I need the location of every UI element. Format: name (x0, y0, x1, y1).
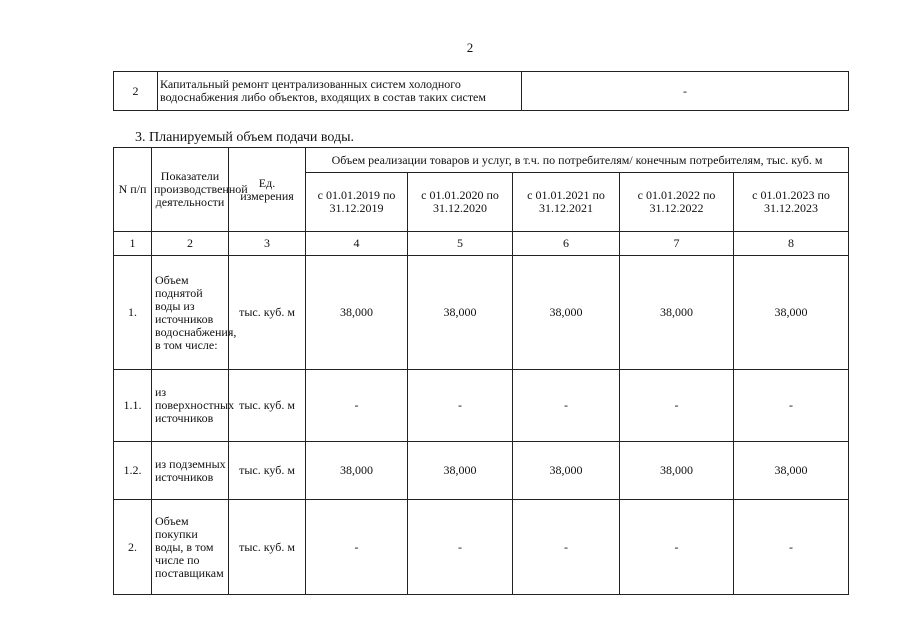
row-value: 38,000 (620, 442, 734, 500)
row-indicator: из поверхностных источников (152, 370, 229, 442)
row-description: Капитальный ремонт централизованных систем холодного водоснабжения либо объектов, входящих в состав таких систем (158, 72, 522, 111)
table-row (114, 500, 849, 595)
row-value: - (734, 500, 849, 595)
row-value: - (408, 500, 513, 595)
row-number: 2 (114, 72, 158, 111)
header-period: с 01.01.2019 по 31.12.2019 (306, 173, 408, 232)
header-indicators: Показатели производственной деятельности (152, 148, 229, 232)
index-cell: 1 (114, 232, 152, 256)
row-value: - (408, 370, 513, 442)
header-period: с 01.01.2020 по 31.12.2020 (408, 173, 513, 232)
index-cell: 6 (513, 232, 620, 256)
row-unit: тыс. куб. м (229, 500, 306, 595)
header-period: с 01.01.2021 по 31.12.2021 (513, 173, 620, 232)
row-unit: тыс. куб. м (229, 442, 306, 500)
index-cell: 2 (152, 232, 229, 256)
page-number: 2 (466, 40, 474, 55)
row-value: - (513, 500, 620, 595)
row-unit: тыс. куб. м (229, 256, 306, 370)
row-indicator: из подземных источников (152, 442, 229, 500)
row-value: - (620, 370, 734, 442)
header-period: с 01.01.2023 по 31.12.2023 (734, 173, 849, 232)
table-row (114, 72, 849, 111)
table-row (114, 370, 849, 442)
row-value: - (522, 72, 849, 111)
row-num: 2. (114, 500, 152, 595)
section-title: 3. Планируемый объем подачи воды. (135, 130, 355, 145)
row-value: 38,000 (513, 256, 620, 370)
water-supply-table (113, 147, 849, 595)
index-cell: 4 (306, 232, 408, 256)
row-indicator: Объем покупки воды, в том числе по поставщикам (152, 500, 229, 595)
row-indicator: Объем поднятой воды из источников водоснабжения, в том числе: (152, 256, 229, 370)
header-row (114, 148, 849, 173)
capital-repair-table (113, 71, 849, 111)
row-value: 38,000 (306, 256, 408, 370)
index-cell: 8 (734, 232, 849, 256)
row-value: 38,000 (734, 442, 849, 500)
index-cell: 7 (620, 232, 734, 256)
row-value: - (306, 500, 408, 595)
header-period: с 01.01.2022 по 31.12.2022 (620, 173, 734, 232)
row-value: 38,000 (408, 442, 513, 500)
row-num: 1.2. (114, 442, 152, 500)
row-value: 38,000 (734, 256, 849, 370)
row-value: 38,000 (620, 256, 734, 370)
index-cell: 3 (229, 232, 306, 256)
row-value: 38,000 (513, 442, 620, 500)
row-value: 38,000 (306, 442, 408, 500)
row-value: - (734, 370, 849, 442)
row-num: 1. (114, 256, 152, 370)
row-value: 38,000 (408, 256, 513, 370)
row-num: 1.1. (114, 370, 152, 442)
row-value: - (513, 370, 620, 442)
row-value: - (306, 370, 408, 442)
index-row (114, 232, 849, 256)
row-value: - (620, 500, 734, 595)
header-num: N п/п (114, 148, 152, 232)
table-row (114, 442, 849, 500)
header-group: Объем реализации товаров и услуг, в т.ч. по потребителям/ конечным потребителям, тыс. куб. м (306, 148, 849, 173)
header-unit: Ед. измерения (229, 148, 306, 232)
table-row (114, 256, 849, 370)
index-cell: 5 (408, 232, 513, 256)
row-unit: тыс. куб. м (229, 370, 306, 442)
